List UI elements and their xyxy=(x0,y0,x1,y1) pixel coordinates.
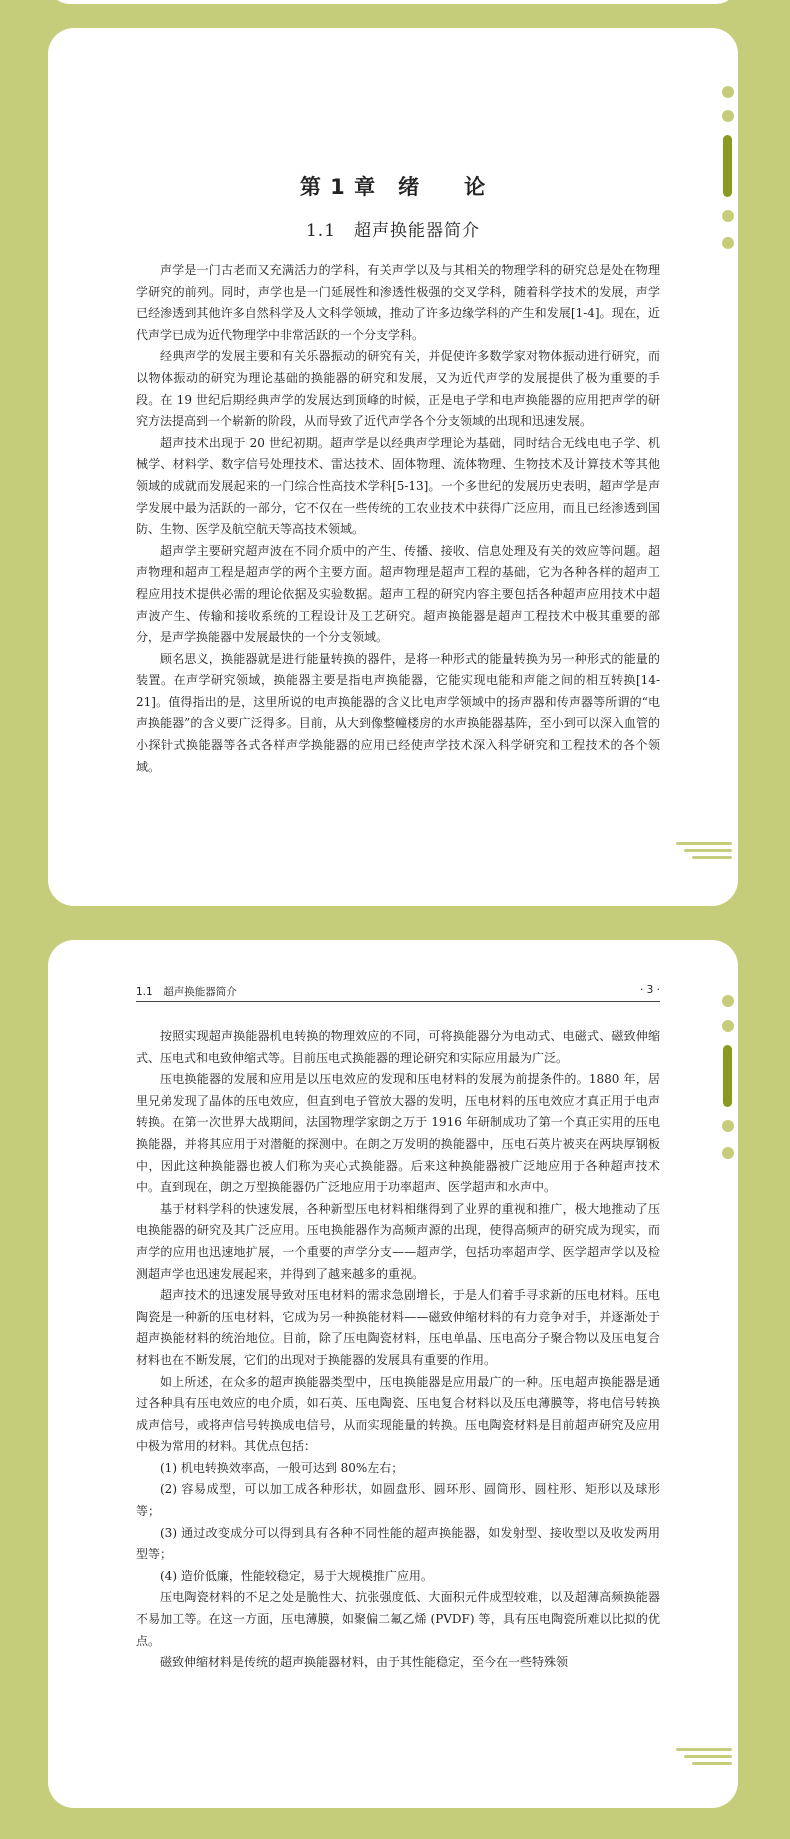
chapter-title: 第 1 章 绪 论 xyxy=(299,175,487,199)
decorative-dot-icon xyxy=(722,237,734,249)
paragraph: 声学是一门古老而又充满活力的学科，有关声学以及与其相关的物理学科的研究总是处在物理学研究的前列。同时，声学也是一门延展性和渗透性极强的交叉学科，随着科学技术的发展，声学已经渗透到其他许多自然科学及人文科学领域，推动了许多边缘学科的产生和发展[1-4]。现在，近代声学已成为近代物理学中非常活跃的一个分支学科。 xyxy=(136,263,660,342)
paragraph: 超声技术出现于 20 世纪初期。超声学是以经典声学理论为基础，同时结合无线电电子学、机械学、材料学、数字信号处理技术、雷达技术、固体物理、流体物理、生物技术及计算技术等其他领域的成就而发展起来的一门综合性高技术学科[5-13]。一个多世纪的发展历史表明，超声学是声学发展中最为活跃的一部分，它不仅在一些传统的工农业技术中获得广泛应用，而且已经渗透到国防、生物、医学及航空航天等高技术领域。 xyxy=(136,435,660,537)
page1-body xyxy=(136,260,660,778)
page2-body xyxy=(136,1026,660,1674)
previous-page-edge xyxy=(48,0,738,4)
paragraph: 基于材料学科的快速发展，各种新型压电材料相继得到了业界的重视和推广，极大地推动了压电换能器的研究及其广泛应用。压电换能器作为高频声源的出现，使得高频声的研究成为现实，而声学的应用也迅速地扩展，一个重要的声学分支——超声学，包括功率超声学、医学超声学以及检测超声学也迅速发展起来，并得到了越来越多的重视。 xyxy=(136,1201,660,1281)
decorative-dot-icon xyxy=(722,1020,734,1032)
decorative-dot-icon xyxy=(722,110,734,122)
decorative-lines-icon xyxy=(676,1748,736,1768)
decorative-dot-icon xyxy=(722,1147,734,1159)
paragraph: 超声技术的迅速发展导致对压电材料的需求急剧增长，于是人们着手寻求新的压电材料。压电陶瓷是一种新的压电材料，它成为另一种换能材料——磁致伸缩材料的有力竞争对手，并逐渐处于超声换能材料的统治地位。目前，除了压电陶瓷材料，压电单晶、压电高分子聚合物以及压电复合材料也在不断发展，它们的出现对于换能器的发展具有重要的作用。 xyxy=(136,1288,660,1367)
paragraph: 如上所述，在众多的超声换能器类型中，压电换能器是应用最广的一种。压电超声换能器是通过各种具有压电效应的电介质，如石英、压电陶瓷、压电复合材料以及压电薄膜等，将电信号转换成声信号，或将声信号转换成电信号，从而实现能量的转换。压电陶瓷材料是目前超声研究及应用中极为常用的材料。其优点包括： xyxy=(136,1374,660,1454)
decorative-lines-icon xyxy=(676,842,736,862)
decorative-dot-icon xyxy=(722,210,734,222)
paragraph: 超声学主要研究超声波在不同介质中的产生、传播、接收、信息处理及有关的效应等问题。超声物理和超声工程是超声学的两个主要方面。超声物理是超声工程的基础，它为各种各样的超声工程应用技术提供必需的理论依据及实验数据。超声工程的研究内容主要包括各种超声应用技术中超声波产生、传输和接收系统的工程设计及工艺研究。超声换能器是超声工程技术中极其重要的部分，是声学换能器中发展最快的一个分支领域。 xyxy=(136,543,660,645)
paragraph: 按照实现超声换能器机电转换的物理效应的不同，可将换能器分为电动式、电磁式、磁致伸缩式、压电式和电致伸缩式等。目前压电式换能器的理论研究和实际应用最为广泛。 xyxy=(136,1029,660,1065)
list-item: (1) 机电转换效率高，一般可达到 80%左右； xyxy=(160,1460,404,1475)
document-page-1 xyxy=(48,28,738,906)
decorative-dot-icon xyxy=(722,1120,734,1132)
running-head xyxy=(136,984,660,1002)
list-item: (3) 通过改变成分可以得到具有各种不同性能的超声换能器，如发射型、接收型以及收发两用型等； xyxy=(136,1525,660,1562)
paragraph: 压电换能器的发展和应用是以压电效应的发现和压电材料的发展为前提条件的。1880 年，居里兄弟发现了晶体的压电效应，但直到电子管放大器的发明，压电材料的压电效应才真正用于电声转换。在第一次世界大战期间，法国物理学家朗之万于 1916 年研制成功了第一个真正实用的压电换能器，并将其应用于对潜艇的探测中。在朗之万发明的换能器中，压电石英片被夹在两块厚钢板中，因此这种换能器也被人们称为夹心式换能器。后来这种换能器被广泛地应用于各种超声技术中。直到现在，朗之万型换能器仍广泛地应用于功率超声、医学超声和水声中。 xyxy=(136,1072,660,1195)
list-item: (4) 造价低廉，性能较稳定，易于大规模推广应用。 xyxy=(160,1568,433,1583)
paragraph: 经典声学的发展主要和有关乐器振动的研究有关，并促使许多数学家对物体振动进行研究，而以物体振动的研究为理论基础的换能器的研究和发展，又为近代声学的发展提供了极为重要的手段。在 19 世纪后期经典声学的发展达到顶峰的时候，正是电子学和电声换能器的应用把声学的研究方法提高到一个崭新的阶段，从而导致了近代声学各个分支领域的出现和迅速发展。 xyxy=(136,349,660,429)
running-head-section: 1.1 超声换能器简介 xyxy=(136,986,237,998)
page-number: · 3 · xyxy=(639,984,660,996)
decorative-bar-icon xyxy=(723,135,732,197)
paragraph: 顾名思义，换能器就是进行能量转换的器件，是将一种形式的能量转换为另一种形式的能量的装置。在声学研究领域，换能器主要是指电声换能器，它能实现电能和声能之间的相互转换[14-21]。值得指出的是，这里所说的电声换能器的含义比电声学领域中的扬声器和传声器等所谓的“电声换能器”的含义要广泛得多。目前，从大到像整幢楼房的水声换能器基阵，至小到可以深入血管的小探针式换能器等各式各样声学换能器的应用已经使声学技术深入科学研究和工程技术的各个领域。 xyxy=(136,651,660,774)
list-item: (2) 容易成型，可以加工成各种形状，如圆盘形、圆环形、圆筒形、圆柱形、矩形以及球形等； xyxy=(136,1482,660,1519)
paragraph: 磁致伸缩材料是传统的超声换能器材料，由于其性能稳定，至今在一些特殊领 xyxy=(160,1655,569,1670)
decorative-dot-icon xyxy=(722,995,734,1007)
document-page-2 xyxy=(48,940,738,1808)
paragraph: 压电陶瓷材料的不足之处是脆性大、抗张强度低、大面积元件成型较难，以及超薄高频换能器不易加工等。在这一方面，压电薄膜，如聚偏二氟乙烯 (PVDF) 等，具有压电陶瓷所难以比拟的优点。 xyxy=(136,1590,660,1648)
decorative-dot-icon xyxy=(722,86,734,98)
section-title: 1.1 超声换能器简介 xyxy=(305,221,481,241)
decorative-bar-icon xyxy=(723,1045,732,1107)
